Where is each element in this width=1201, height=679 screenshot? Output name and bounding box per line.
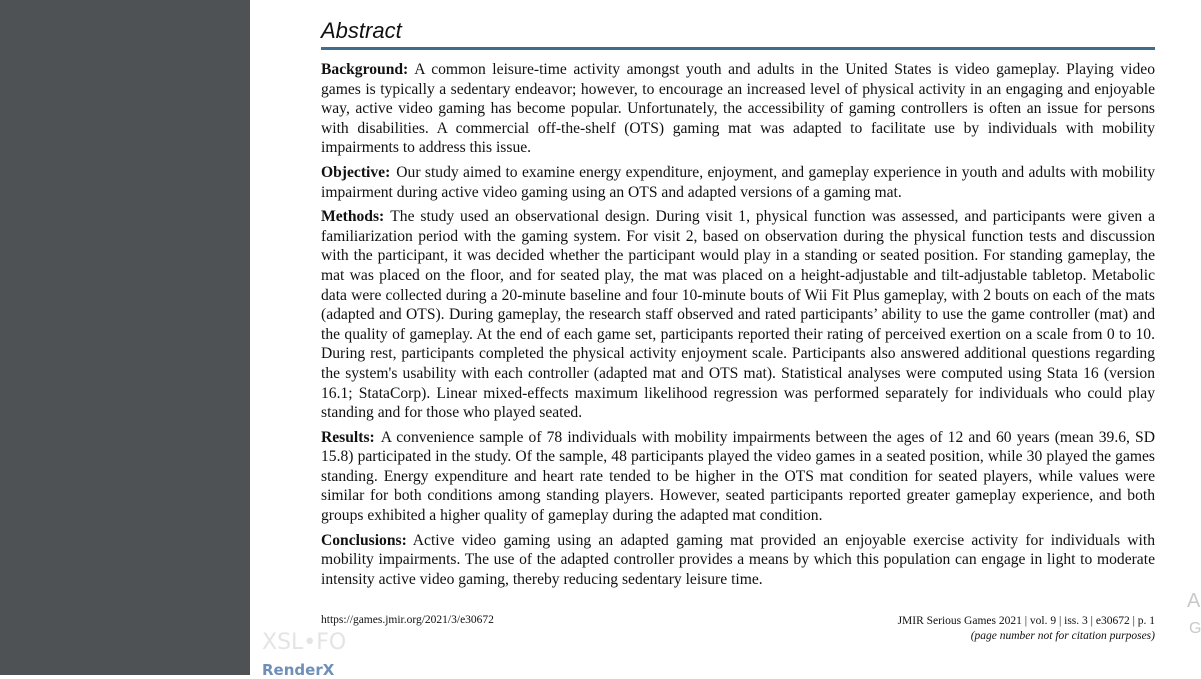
footer-note: (page number not for citation purposes): [970, 630, 1155, 642]
abstract-heading: Abstract: [321, 18, 402, 43]
results-paragraph: [321, 428, 1155, 526]
viewer-left-gutter: [0, 0, 250, 675]
heading-rule: [321, 47, 1155, 50]
methods-label: Methods:: [321, 208, 385, 226]
footer-url[interactable]: https://games.jmir.org/2021/3/e30672: [321, 614, 494, 626]
methods-paragraph: [321, 207, 1155, 423]
objective-paragraph: [321, 163, 1155, 202]
side-mark-g: G: [1189, 620, 1201, 637]
objective-label: Objective:: [321, 163, 391, 181]
abstract-body: [321, 60, 1155, 594]
viewer-right-gutter: [1170, 0, 1200, 675]
conclusions-label: Conclusions:: [321, 531, 407, 549]
results-text: A convenience sample of 78 individuals with mobility impairments between the ages of 12 and 60 years (mean 39.6, SD 15.8) participated in the study. Of the sample, 48 participants played the video games in a seated position, while 30 played the games standing. Energy expenditure and heart rate tended to be higher in the OTS mat condition for seated players, while values were similar for both conditions among standing players. However, seated participants reported greater gameplay experience, and both groups exhibited a higher quality of gameplay during the adapted mat condition.: [321, 428, 1155, 525]
results-label: Results:: [321, 428, 375, 446]
objective-text: Our study aimed to examine energy expenditure, enjoyment, and gameplay experience in youth and adults with mobility impairment during active video gaming using an OTS and adapted versions of a gaming mat.: [321, 163, 1155, 201]
xslfo-watermark-logo: XSL•FO: [262, 630, 347, 655]
background-label: Background:: [321, 61, 409, 78]
document-page: [252, 0, 1170, 675]
background-text: A common leisure-time activity amongst youth and adults in the United States is video gameplay. Playing video games is typically a sedentary endeavor; however, to encourage an increased level of physical activity in an engaging and enjoyable way, active video gaming has become popular. Unfortunately, the accessibility of gaming controllers is often an issue for persons with disabilities. A commercial off-the-shelf (OTS) gaming mat was adapted to facilitate use by individuals with mobility impairments to address this issue.: [321, 61, 1155, 157]
methods-text: The study used an observational design. During visit 1, physical function was assessed, and participants were given a familiarization period with the gaming system. For visit 2, based on observation during the physical function tests and discussion with the participant, it was decided whether the participant would play in a standing or seated position. For standing gameplay, the mat was placed on the floor, and for seated play, the mat was placed on a height-adjustable and tilt-adjustable tabletop. Metabolic data were collected during a 20-minute baseline and four 10-minute bouts of Wii Fit Plus gameplay, with 2 bouts on each of the mats (adapted and OTS). During gameplay, the research staff observed and rated participants’ ability to use the game controller (mat) and the quality of gameplay. At the end of each game set, participants reported their rating of perceived exertion on a scale from 0 to 10. During rest, participants completed the physical activity enjoyment scale. Participants also answered additional questions regarding the system's usability with each controller (adapted mat and OTS mat). Statistical analyses were computed using Stata 16 (version 16.1; StataCorp). Linear mixed-effects maximum likelihood regression was performed separately for individuals who could play standing and for those who played seated.: [321, 208, 1155, 422]
side-mark-a: A: [1187, 590, 1201, 612]
footer-citation: JMIR Serious Games 2021 | vol. 9 | iss. 3 | e30672 | p. 1: [897, 615, 1155, 627]
background-paragraph: [321, 60, 1155, 158]
conclusions-paragraph: [321, 531, 1155, 590]
renderx-watermark-logo: RenderX: [262, 661, 335, 679]
conclusions-text: Active video gaming using an adapted gaming mat provided an enjoyable exercise activity for individuals with mobility impairments. The use of the adapted controller provides a means by which this population can engage in light to moderate intensity active video gaming, thereby reducing sedentary leisure time.: [321, 531, 1155, 588]
footer-citation-block: [898, 614, 1155, 644]
